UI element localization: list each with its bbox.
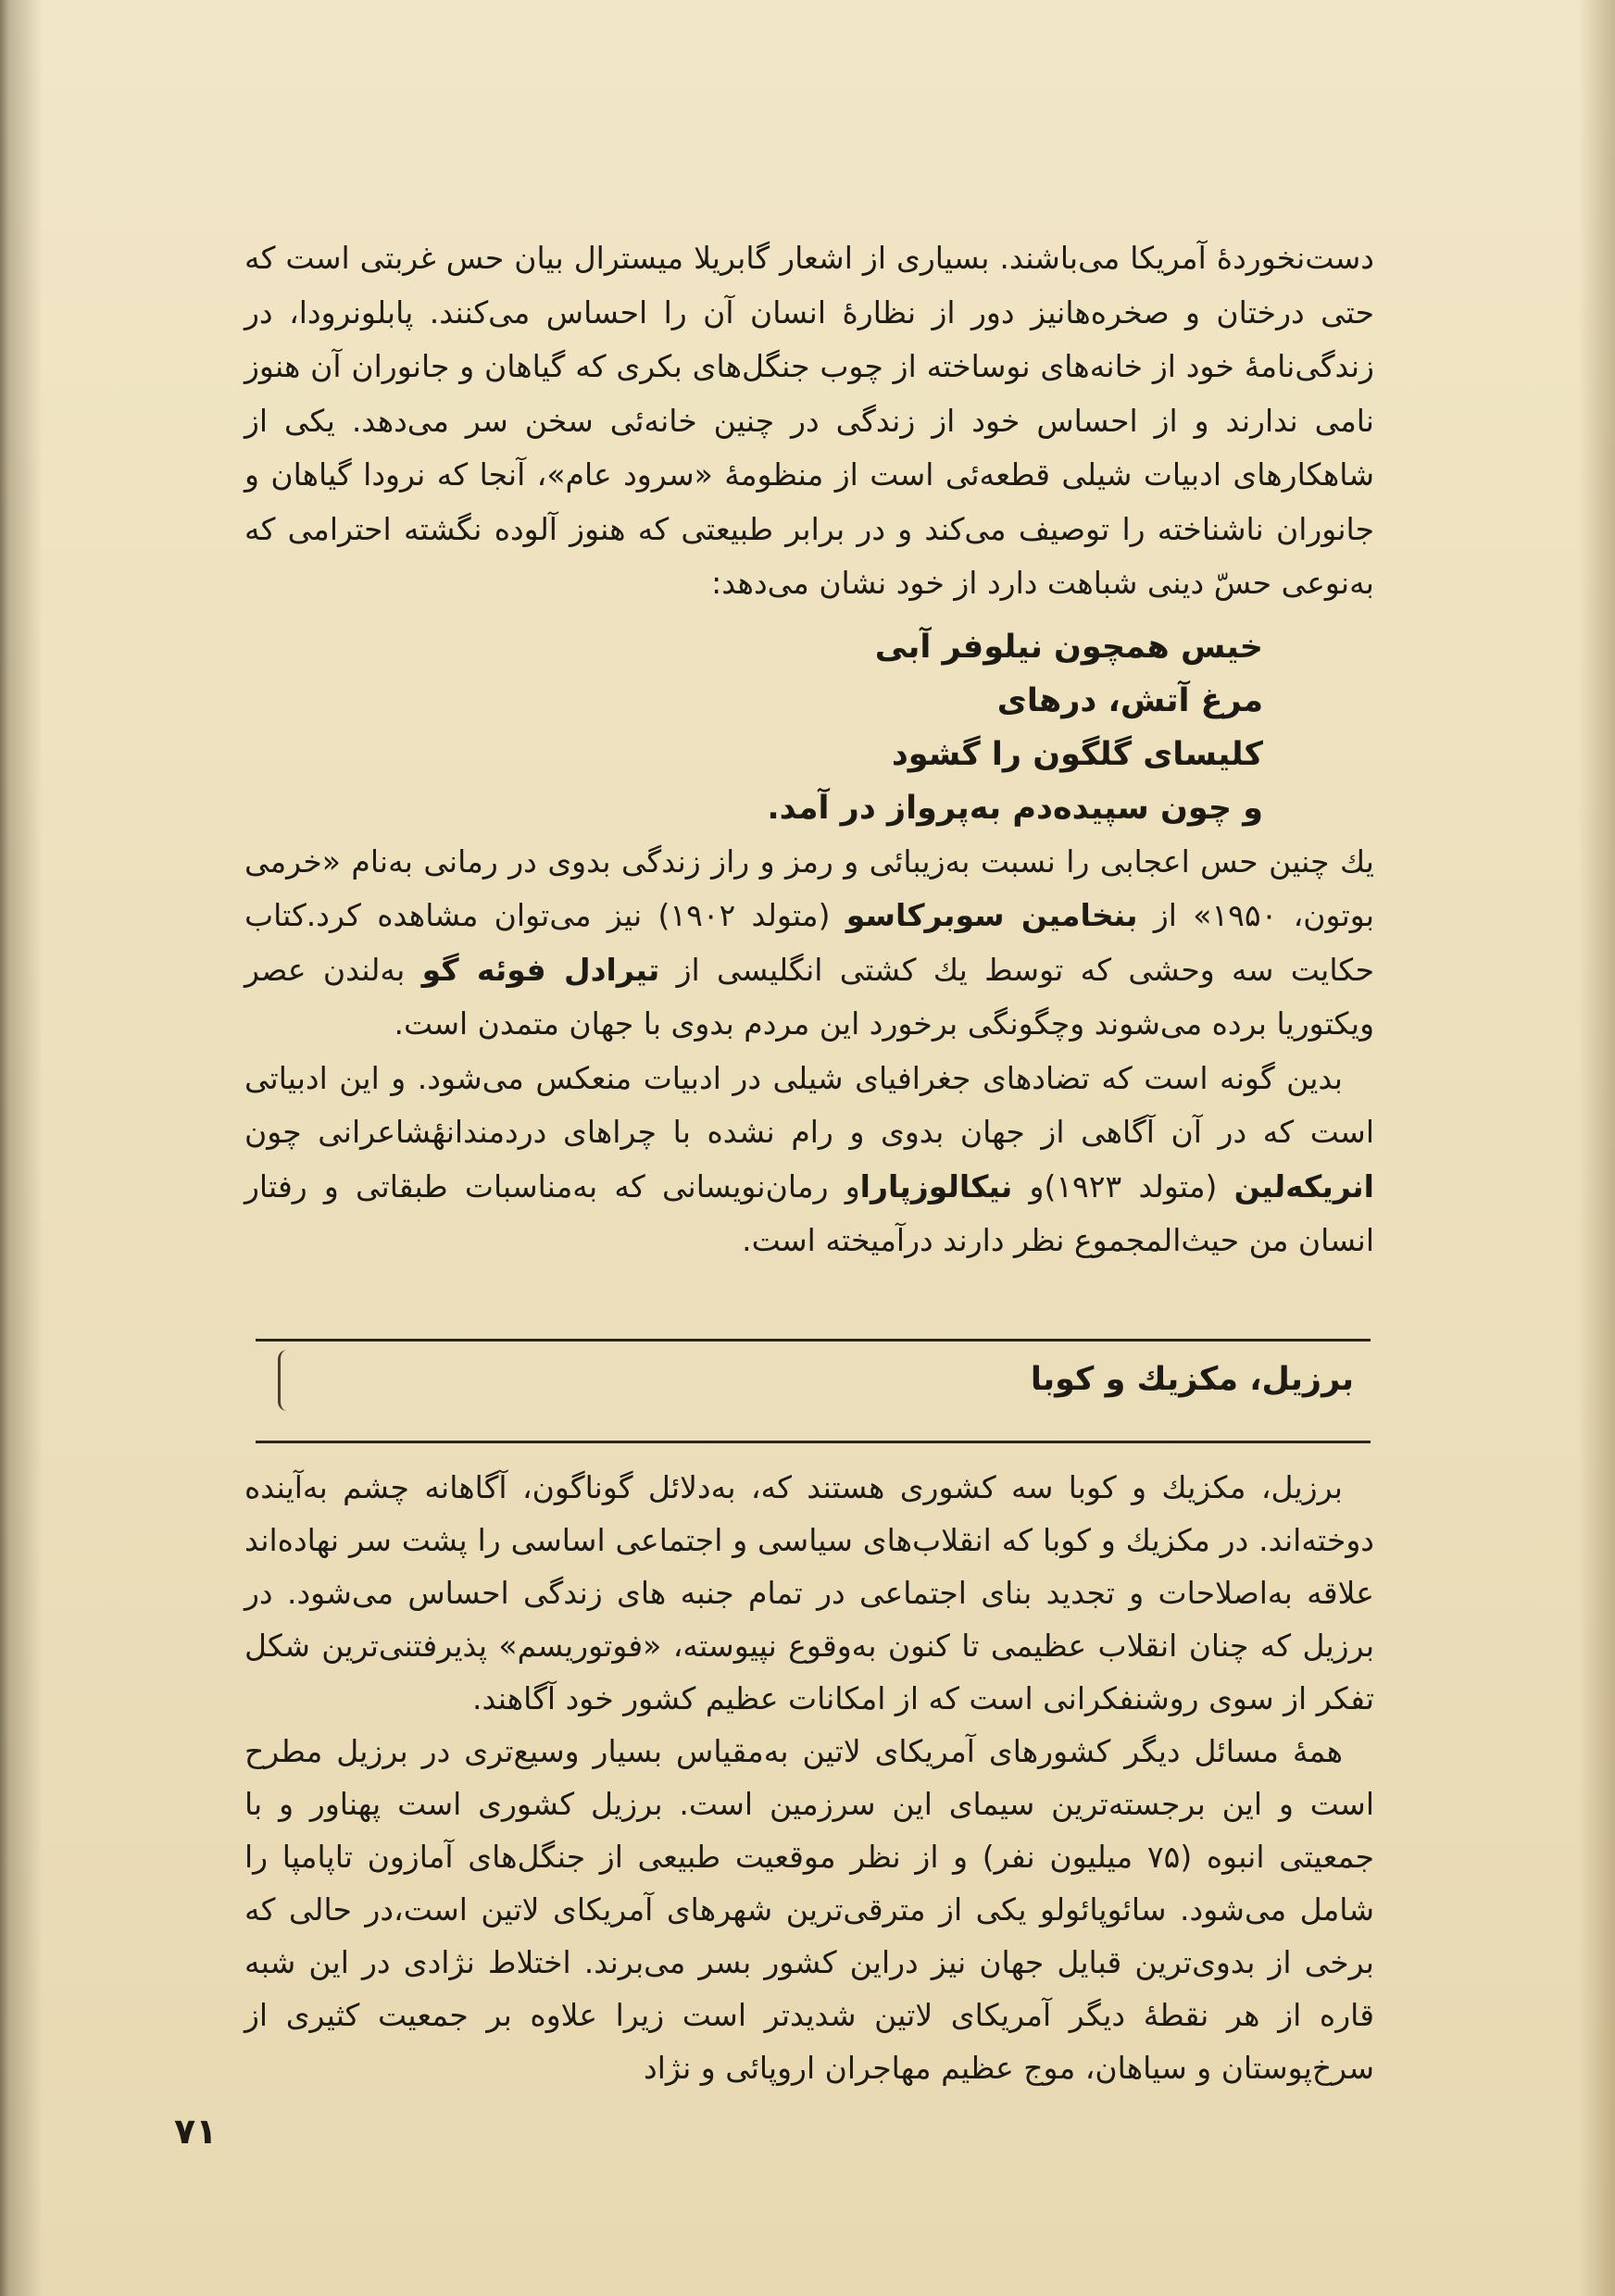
paragraph: همهٔ مسائل دیگر کشورهای آمریکای لاتین به‌مقیاس بسیار وسیع‌تری در برزیل مطرح است و این برجسته‌ترین سیمای این سرزمین است. برزیل کشوری است پهناور و با جمعیتی انبوه (۷۵ میلیون نفر) و از نظر موقعیت طبیعی از جنگل‌های آمازون تاپامپا را شامل می‌شود. سائوپائولو یکی از مترقی‌ترین شهرهای آمریکای لاتین است،در حالی که برخی از بدوی‌ترین قبایل جهان نیز دراین کشور بسر می‌برند. اختلاط نژادی در این شبه قاره از هر نقطهٔ دیگر آمریکای لاتین شدیدتر است زیرا علاوه بر جمعیت کثیری از سرخ‌پوستان و سیاهان، موج عظیم مهاجران اروپائی و نژاد bbox=[244, 1733, 1374, 2086]
page-number: ۷۱ bbox=[174, 2111, 218, 2152]
section-brazil-mexico-cuba bbox=[244, 1461, 1374, 2094]
paragraph bbox=[244, 1052, 1374, 1268]
poem-line: مرغ آتش، درهای bbox=[996, 681, 1263, 719]
author-name: نیکالوزپارا bbox=[859, 1167, 1013, 1204]
poem-line: کلیسای گلگون را گشود bbox=[891, 735, 1263, 773]
poem-line: و چون سپیده‌دم به‌پرواز در آمد. bbox=[767, 789, 1263, 827]
section-divider-bottom bbox=[256, 1441, 1371, 1443]
paragraph: دست‌نخوردهٔ آمریکا می‌باشند. بسیاری از اشعار گابریلا میسترال بیان حس غربتی است که حتی درختان و صخره‌هانیز دور از نظارهٔ انسان آن را احساس می‌کنند. پابلونرودا، در زندگی‌نامهٔ خود از خانه‌های نوساخته از چوب جنگل‌های بکری که گیاهان و جانوران آن هنوز نامی ندارند و از احساس خود از زندگی در چنین خانه‌ئی سخن سر می‌دهد. یکی از شاهکارهای ادبیات شیلی قطعه‌ئی است از منظومهٔ «سرود عام»، آنجا که نرودا گیاهان و جانوران ناشناخته را توصیف می‌کند و در برابر طبیعتی که هنوز آلوده نگشته احترامی که به‌نوعی حسّ دینی شباهت دارد از خود نشان می‌دهد: bbox=[244, 240, 1374, 601]
section-heading: برزیل، مکزیك و کوبا bbox=[1030, 1361, 1354, 1398]
author-name: انریکه‌لین bbox=[1233, 1167, 1374, 1204]
paragraph-text: یك چنین حس اعجابی را نسبت به‌زیبائی و رمز و راز زندگی بدوی در رمانی به‌نام «خرمی بوتون، ۱۹۵۰» از bbox=[244, 842, 1374, 933]
poem-quote bbox=[244, 620, 1374, 835]
paragraph-text: بدین گونه است که تضادهای جغرافیای شیلی در ادبیات منعکس می‌شود. و این ادبیاتی است که در آن آگاهی از جهان بدوی و رام نشده با چراهای دردمندانهٔشاعرانی چون bbox=[244, 1059, 1374, 1150]
section-chile-literature bbox=[244, 231, 1374, 1268]
poem-line: خیس همچون نیلوفر آبی bbox=[874, 628, 1263, 666]
place-name: تیرادل فوئه گو bbox=[421, 951, 660, 988]
author-name: بنخامین سوبرکاسو bbox=[845, 897, 1138, 933]
margin-mark bbox=[278, 1350, 290, 1411]
paragraph-text: و رمان‌نویسانی که به‌مناسبات طبقاتی و رفتار انسان من حیث‌المجموع نظر دارند درآمیخته است. bbox=[244, 1167, 1374, 1258]
section-divider-top bbox=[256, 1339, 1371, 1341]
paragraph-text: (متولد ۱۹۰۲) نیز می‌توان مشاهده کرد.کتاب حکایت سه وحشی که توسط یك کشتی انگلیسی از bbox=[244, 897, 1374, 988]
paragraph-text: (متولد ۱۹۲۳)و bbox=[1012, 1167, 1234, 1204]
paragraph bbox=[244, 835, 1374, 1052]
paragraph: برزیل، مکزیك و کوبا سه کشوری هستند که، به‌دلائل گوناگون، آگاهانه چشم به‌آینده دوخته‌اند. در مکزیك و کوبا که انقلاب‌های سیاسی و اجتماعی اساسی را پشت سر نهاده‌اند علاقه به‌اصلاحات و تجدید بنای اجتماعی در تمام جنبه های زندگی احساس می‌شود. در برزیل که چنان انقلاب عظیمی تا کنون به‌وقوع نپیوسته، «فوتوریسم» پذیرفتنی‌ترین شکل تفکر از سوی روشنفکرانی است که از امکانات عظیم کشور خود آگاهند. bbox=[244, 1469, 1374, 1716]
paragraph-text: به‌لندن عصر ویکتوریا برده می‌شوند وچگونگی برخورد این مردم بدوی با جهان متمدن است. bbox=[244, 951, 1374, 1042]
